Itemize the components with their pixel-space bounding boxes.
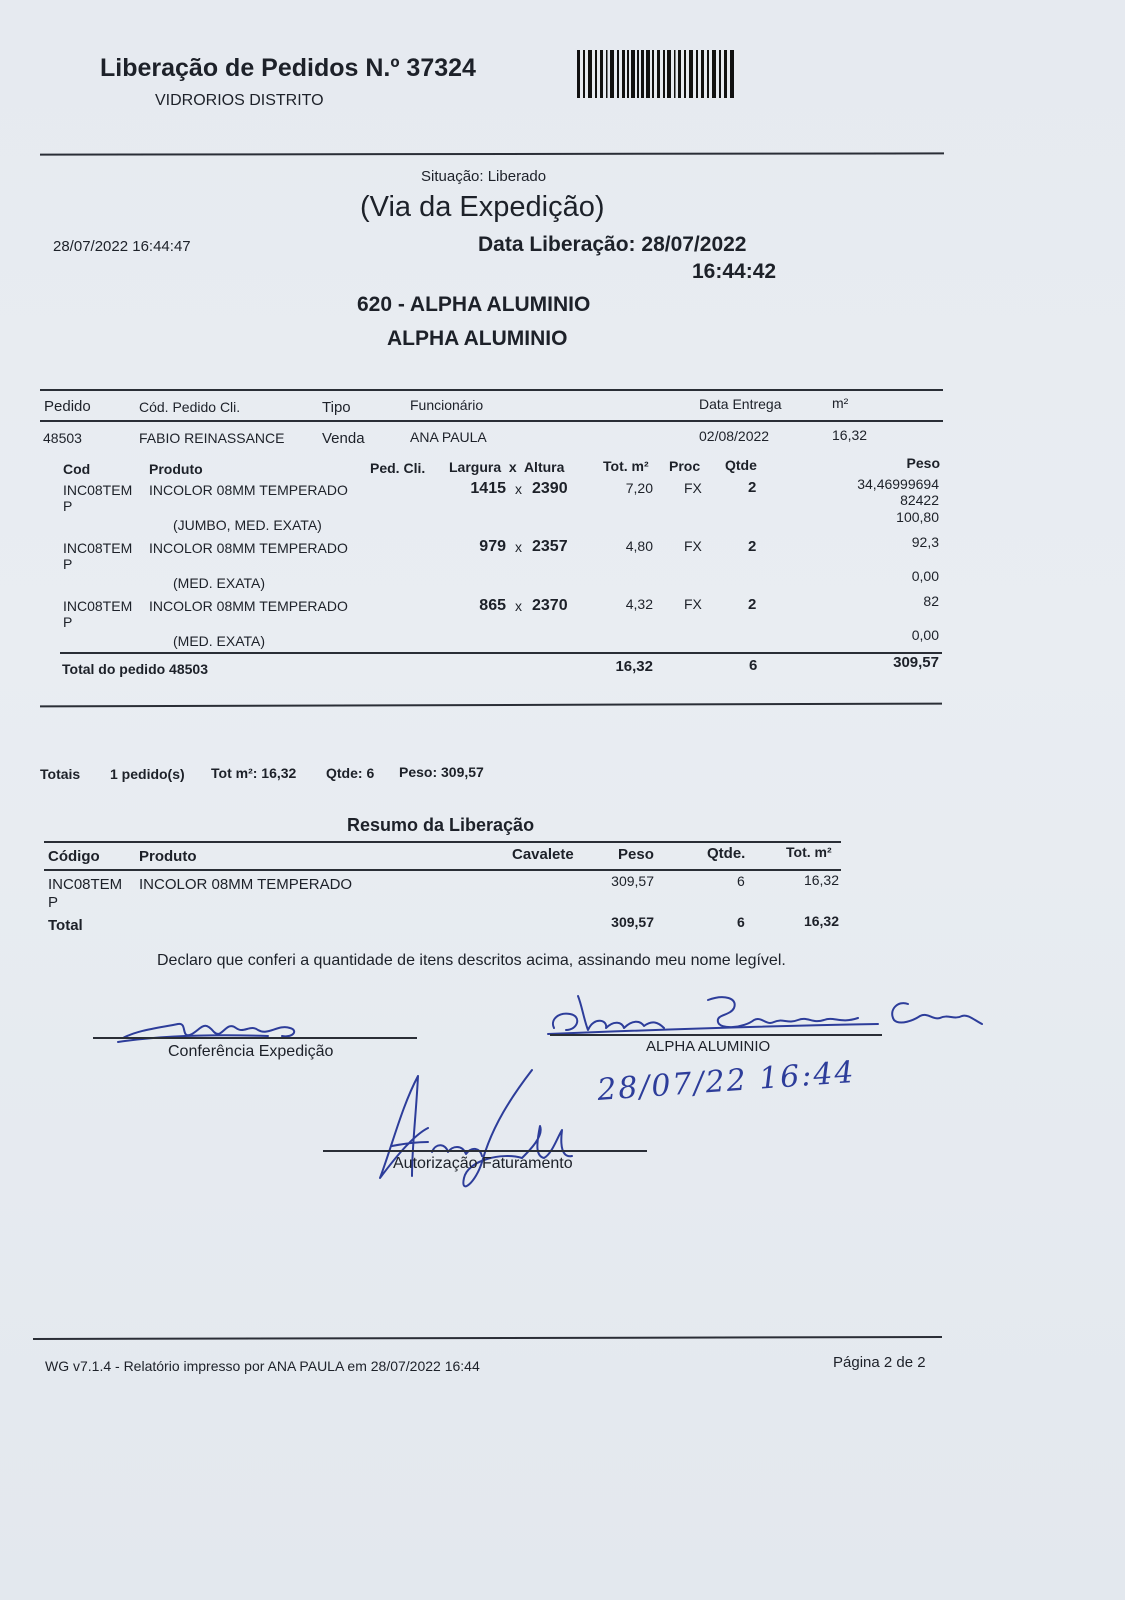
summary-top-rule: [44, 841, 841, 843]
summary-row-codigo: INC08TEM: [48, 876, 123, 893]
order-table-top-rule: [40, 389, 943, 391]
summary-col-codigo: Código: [48, 848, 100, 865]
item-1-tot-m2: 7,20: [625, 480, 653, 496]
item-3-qtde: 2: [748, 596, 757, 613]
col-cod-pedido-cli: Cód. Pedido Cli.: [139, 399, 241, 415]
printed-datetime: 28/07/2022 16:44:47: [53, 238, 191, 255]
items-total-m2: 16,32: [615, 658, 653, 675]
items-total-rule: [60, 652, 942, 654]
situation-status: Situação: Liberado: [421, 168, 547, 185]
item-3-peso-unit: 82: [923, 593, 939, 609]
col-ped-cli: Ped. Cli.: [370, 460, 426, 476]
summary-row-peso: 309,57: [611, 873, 654, 889]
item-2-tot-m2: 4,80: [625, 538, 653, 554]
handwritten-date: 28/07/22 16:44: [596, 1055, 857, 1108]
totals-tot-m2: Tot m²: 16,32: [211, 765, 297, 781]
items-total-peso: 309,57: [893, 654, 939, 671]
summary-col-peso: Peso: [618, 846, 654, 863]
col-funcionario: Funcionário: [410, 397, 484, 413]
col-tot-m2: Tot. m²: [603, 458, 649, 474]
item-3-produto: INCOLOR 08MM TEMPERADO: [149, 598, 348, 614]
items-bottom-rule: [40, 703, 942, 708]
release-date: Data Liberação: 28/07/2022: [478, 233, 747, 256]
declaration-text: Declaro que conferi a quantidade de itens descritos acima, assinando meu nome legível.: [157, 952, 786, 969]
summary-total-peso: 309,57: [611, 914, 654, 930]
barcode: [577, 50, 735, 98]
order-table-header-rule: [40, 420, 943, 422]
summary-row-codigo-suffix: P: [48, 894, 59, 911]
item-1-x: x: [515, 481, 522, 497]
summary-total-tot-m2: 16,32: [803, 913, 839, 929]
summary-col-tot-m2: Tot. m²: [786, 844, 832, 860]
item-2-produto: INCOLOR 08MM TEMPERADO: [149, 540, 348, 556]
totals-qtde: Qtde: 6: [326, 765, 375, 781]
summary-total-label: Total: [48, 917, 83, 934]
order-funcionario-value: ANA PAULA: [410, 429, 487, 445]
item-3-peso: 0,00: [911, 627, 939, 643]
item-2-x: x: [515, 539, 522, 555]
item-2-cod: INC08TEM: [63, 540, 133, 556]
release-time: 16:44:42: [692, 260, 777, 283]
summary-row-tot-m2: 16,32: [803, 872, 839, 888]
summary-row-qtde: 6: [737, 873, 745, 889]
item-1-altura: 2390: [532, 480, 568, 497]
item-3-tot-m2: 4,32: [625, 596, 653, 612]
summary-total-qtde: 6: [737, 914, 745, 930]
summary-col-cavalete: Cavalete: [512, 846, 574, 863]
order-cod-cli-value: FABIO REINASSANCE: [139, 430, 285, 446]
summary-title: Resumo da Liberação: [347, 815, 535, 835]
item-1-proc: FX: [684, 480, 702, 496]
item-3-altura: 2370: [532, 597, 568, 614]
item-2-altura: 2357: [532, 538, 568, 555]
item-1-produto: INCOLOR 08MM TEMPERADO: [149, 482, 348, 498]
autorizacao-label: Autorização Faturamento: [393, 1155, 573, 1172]
client-name: ALPHA ALUMINIO: [387, 327, 568, 350]
item-2-obs: (MED. EXATA): [173, 575, 266, 591]
order-data-entrega-value: 02/08/2022: [699, 428, 770, 444]
autorizacao-signature-line: [323, 1150, 647, 1152]
item-2-peso-unit: 92,3: [911, 534, 939, 550]
client-signature-line: [550, 1034, 882, 1036]
item-2-qtde: 2: [748, 538, 757, 555]
col-pedido: Pedido: [44, 398, 91, 415]
items-total-qtde: 6: [749, 657, 758, 674]
summary-header-rule: [44, 869, 841, 871]
col-tipo: Tipo: [322, 399, 351, 416]
item-2-proc: FX: [684, 538, 702, 554]
item-1-largura: 1415: [470, 480, 506, 497]
col-peso: Peso: [906, 455, 940, 471]
item-3-cod-suffix: P: [63, 614, 73, 630]
signature-client: [548, 990, 998, 1040]
client-signature-label: ALPHA ALUMINIO: [646, 1038, 771, 1055]
item-3-cod: INC08TEM: [63, 598, 133, 614]
summary-row-produto: INCOLOR 08MM TEMPERADO: [139, 876, 353, 893]
footer-rule: [33, 1336, 942, 1340]
item-1-peso-unit: 34,46999694: [857, 476, 939, 492]
footer-page-number: Página 2 de 2: [833, 1354, 926, 1371]
col-m2: m²: [832, 395, 849, 411]
item-3-proc: FX: [684, 596, 702, 612]
item-1-obs: (JUMBO, MED. EXATA): [173, 517, 322, 533]
item-1-peso-unit-cont: 82422: [900, 492, 939, 508]
document-title: Liberação de Pedidos N.º 37324: [100, 54, 476, 82]
conferencia-signature-line: [93, 1037, 417, 1039]
order-tipo-value: Venda: [322, 430, 365, 447]
summary-col-qtde: Qtde.: [707, 845, 746, 862]
totals-label: Totais: [40, 766, 81, 782]
item-1-cod-suffix: P: [63, 498, 73, 514]
col-produto: Produto: [149, 461, 203, 477]
item-3-largura: 865: [479, 597, 506, 614]
col-qtde: Qtde: [725, 457, 757, 473]
items-total-label: Total do pedido 48503: [62, 661, 208, 677]
company-name: VIDRORIOS DISTRITO: [155, 92, 324, 109]
totals-pedidos: 1 pedido(s): [110, 766, 185, 782]
header-divider: [40, 152, 944, 155]
col-largura-altura: Largura x Altura: [449, 459, 565, 475]
item-1-cod: INC08TEM: [63, 482, 133, 498]
item-3-obs: (MED. EXATA): [173, 633, 266, 649]
via-label: (Via da Expedição): [360, 191, 605, 223]
conferencia-label: Conferência Expedição: [168, 1043, 334, 1060]
item-2-peso: 0,00: [911, 568, 939, 584]
item-1-qtde: 2: [748, 479, 757, 496]
footer-printed-by: WG v7.1.4 - Relatório impresso por ANA PAULA em 28/07/2022 16:44: [45, 1358, 480, 1374]
col-cod: Cod: [63, 461, 91, 477]
summary-col-produto: Produto: [139, 848, 197, 865]
item-1-peso: 100,80: [896, 509, 939, 525]
col-data-entrega: Data Entrega: [699, 396, 782, 412]
order-m2-value: 16,32: [832, 427, 868, 443]
item-2-largura: 979: [479, 538, 506, 555]
item-2-cod-suffix: P: [63, 556, 73, 572]
col-proc: Proc: [669, 458, 701, 474]
signature-autorizacao: [372, 1066, 612, 1196]
totals-peso: Peso: 309,57: [399, 764, 484, 780]
client-code-name: 620 - ALPHA ALUMINIO: [357, 293, 591, 316]
order-pedido-value: 48503: [43, 430, 82, 446]
item-3-x: x: [515, 598, 522, 614]
signature-conferencia: [118, 1010, 308, 1046]
